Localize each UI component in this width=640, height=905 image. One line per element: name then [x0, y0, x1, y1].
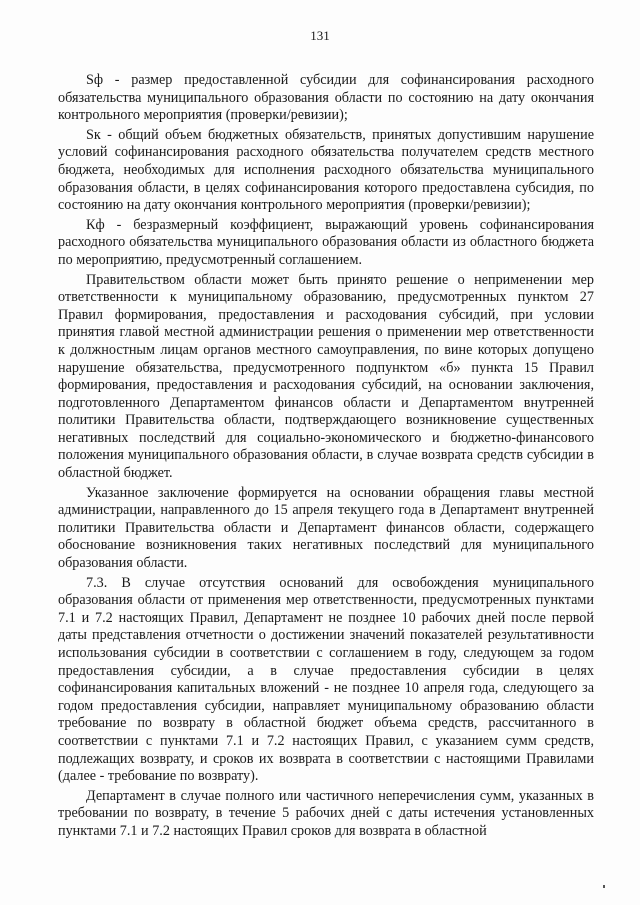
paragraph-s-f-definition: Sф - размер предоставленной субсидии для софинансирования расходного обязательства муниципального образования области по состоянию на дату окончания контрольного мероприятия (проверки/ревизии); [58, 72, 594, 124]
paragraph-conclusion-basis: Указанное заключение формируется на основании обращения главы местной администрации, направленного до 15 апреля текущего года в Департамент внутренней политики Правительства области и Департамент финансов области, содержащего обоснование возникновения таких негативных последствий для муниципального образования области. [58, 484, 594, 572]
paragraph-k-f-definition: Кф - безразмерный коэффициент, выражающий уровень софинансирования расходного обязательства муниципального образования области из областного бюджета по мероприятию, предусмотренный соглашением. [58, 216, 594, 268]
paragraph-section-7-3: 7.3. В случае отсутствия оснований для освобождения муниципального образования области от применения мер ответственности, предусмотренных пунктами 7.1 и 7.2 настоящих Правил, Департамент не позднее 10 рабочих дней после первой даты представления отчетности о достижении значений показателей результативности использования субсидии в соответствии с соглашением в году, следующем за годом предоставления субсидии, а в случае предоставления субсидии в целях софинансирования капитальных вложений - не позднее 10 апреля года, следующего за годом предоставления субсидии, направляет муниципальному образованию области требование по возврату в областной бюджет объема средств, рассчитанного в соответствии с пунктами 7.1 и 7.2 настоящих Правил, с указанием сумм средств, подлежащих возврату, и сроков их возврата в соответствии с настоящими Правилами (далее - требование по возврату). [58, 574, 594, 785]
scan-speck [603, 885, 605, 888]
paragraph-s-k-definition: Sк - общий объем бюджетных обязательств, принятых допустившим нарушение условий софинансирования расходного обязательства получателем средств местного бюджета, необходимых для исполнения расходного обязательства муниципального образования области, в целях софинансирования которого предоставлена субсидия, по состоянию на дату окончания контрольного мероприятия (проверки/ревизии); [58, 126, 594, 214]
page-number: 131 [310, 28, 330, 43]
paragraph-government-decision: Правительством области может быть принято решение о неприменении мер ответственности к муниципальному образованию, предусмотренных пунктом 27 Правил формирования, предоставления и расходования субсидий, при условии принятия главой местной администрации решения о применении мер ответственности к должностным лицам органов местного самоуправления, по вине которых допущено нарушение обязательства, предусмотренного подпунктом «б» пункта 15 Правил формирования, предоставления и расходования субсидий, на основании заключения, подготовленного Департаментом финансов области и Департаментом внутренней политики Правительства области, подтверждающего возникновение существенных негативных последствий для социально-экономического и бюджетно-финансового положения муниципального образования области, в случае возврата средств субсидии в областной бюджет. [58, 271, 594, 482]
body-text [58, 72, 594, 843]
paragraph-department-nonpayment: Департамент в случае полного или частичного неперечисления сумм, указанных в требовании по возврату, в течение 5 рабочих дней с даты истечения установленных пунктами 7.1 и 7.2 настоящих Правил сроков для возврата в областной [58, 787, 594, 839]
